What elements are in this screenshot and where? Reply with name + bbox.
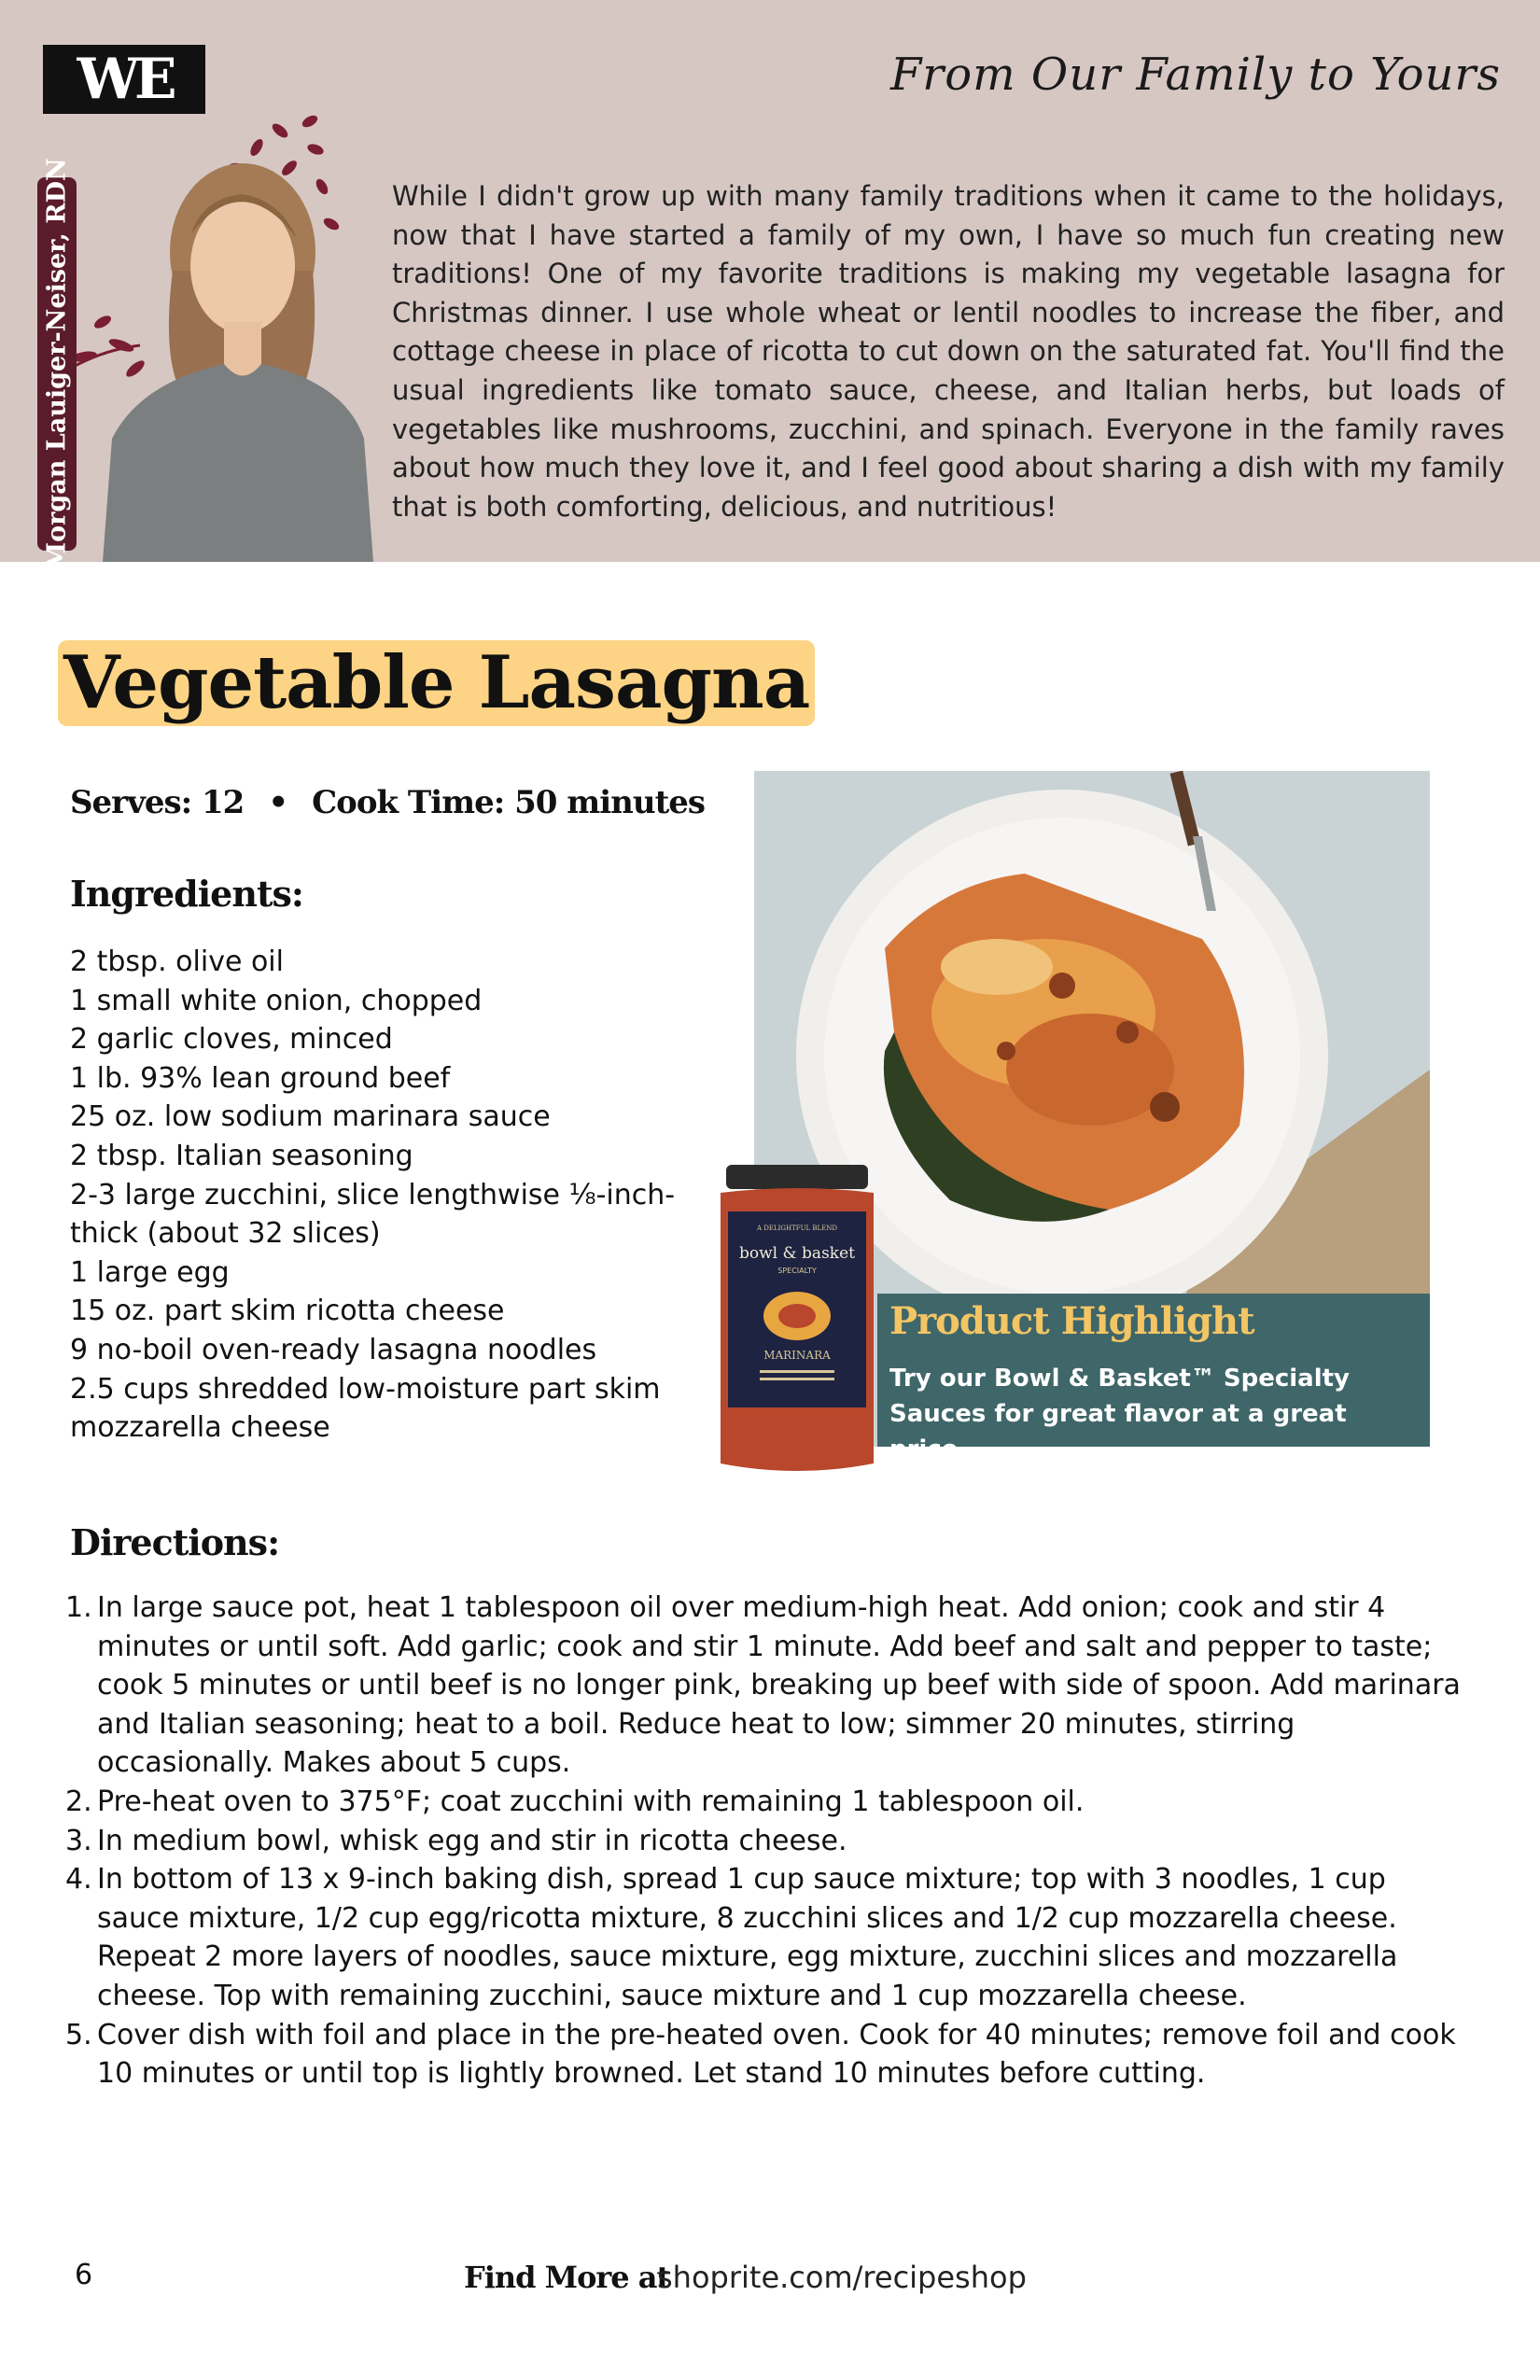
ingredient-item: 1 small white onion, chopped	[70, 984, 483, 1017]
ingredient-item: 9 no-boil oven-ready lasagna noodles	[70, 1333, 597, 1366]
author-name: Morgan Lauiger-Neiser, RDN	[42, 158, 72, 570]
bullet-icon: •	[268, 784, 288, 821]
ingredient-item: 1 lb. 93% lean ground beef	[70, 1061, 451, 1095]
marinara-jar	[713, 1165, 881, 1478]
recipe-title: Vegetable Lasagna	[63, 640, 810, 725]
ingredient-item: 1 large egg	[70, 1255, 230, 1289]
directions-list	[65, 1589, 1465, 2093]
step-number: 2.	[65, 1785, 92, 1818]
product-highlight-title: Product Highlight	[889, 1299, 1254, 1343]
svg-text:A DELIGHTFUL BLEND: A DELIGHTFUL BLEND	[756, 1225, 838, 1232]
step-text: Pre-heat oven to 375°F; coat zucchini with remaining 1 tablespoon oil.	[97, 1785, 1085, 1818]
title-highlight	[58, 640, 815, 726]
intro-paragraph: While I didn't grow up with many family traditions when it came to the holidays, now that I have started a family of my own, I have so much fun creating new traditions! One of my favorite traditions is making my vegetable lasagna for Christmas dinner. I use whole wheat or lentil noodles to increase the fiber, and cottage cheese in place of ricotta to cut down on the saturated fat. You'll find the usual ingredients like tomato sauce, cheese, and Italian herbs, but loads of vegetables like mushrooms, zucchini, and spinach. Everyone in the family raves about how much they love it, and I feel good about sharing a dish with my family that is both comforting, delicious, and nutritious!	[392, 180, 1505, 523]
ingredients-heading: Ingredients:	[70, 873, 303, 915]
ingredient-item: 2 tbsp. Italian seasoning	[70, 1139, 413, 1172]
author-portrait	[84, 112, 383, 562]
step-number: 4.	[65, 1863, 92, 1897]
ingredient-item: 25 oz. low sodium marinara sauce	[70, 1100, 551, 1134]
direction-step	[65, 1589, 1465, 1783]
ingredient-item: 15 oz. part skim ricotta cheese	[70, 1295, 505, 1328]
find-more-label: Find More at	[464, 2260, 670, 2295]
step-text: Cover dish with foil and place in the pre-heated oven. Cook for 40 minutes; remove foil and cook 10 minutes or until top is lightly browned. Let stand 10 minutes before cutting.	[97, 2018, 1456, 2091]
serves: Serves: 12	[70, 784, 245, 821]
direction-step	[65, 1822, 1465, 1861]
ingredient-item: 2 garlic cloves, minced	[70, 1023, 393, 1057]
jar-label: MARINARA	[763, 1349, 831, 1362]
product-highlight-text: Try our Bowl & Basket™ Specialty Sauces for great flavor at a great price.	[889, 1365, 1351, 1463]
we-logo: WE	[43, 45, 205, 114]
step-text: In large sauce pot, heat 1 tablespoon oil over medium-high heat. Add onion; cook and stir 4 minutes or until soft. Add garlic; cook and stir 1 minute. Add beef and salt and pepper to taste; cook 5 minutes or until beef is no longer pink, breaking up beef with side of spoon. Add marinara and Italian seasoning; heat to a boil. Reduce heat to low; simmer 20 minutes, stirring occasionally. Makes about 5 cups.	[97, 1591, 1461, 1780]
page-number: 6	[75, 2259, 93, 2291]
ingredient-item: 2-3 large zucchini, slice lengthwise ⅛-inch-thick (about 32 slices)	[70, 1178, 676, 1251]
ingredients-list	[70, 943, 705, 1448]
recipe-meta	[70, 784, 705, 821]
directions-heading: Directions:	[70, 1521, 280, 1563]
jar-line: SPECIALTY	[777, 1267, 817, 1275]
cook-time: Cook Time: 50 minutes	[312, 784, 706, 821]
ingredient-item: 2.5 cups shredded low-moisture part skim mozzarella cheese	[70, 1372, 661, 1445]
step-number: 1.	[65, 1591, 92, 1624]
ingredient-item: 2 tbsp. olive oil	[70, 945, 284, 978]
step-number: 3.	[65, 1824, 92, 1857]
tagline: From Our Family to Yours	[890, 49, 1501, 101]
step-text: In medium bowl, whisk egg and stir in ricotta cheese.	[97, 1824, 847, 1857]
step-text: In bottom of 13 x 9-inch baking dish, spread 1 cup sauce mixture; top with 3 noodles, 1 cup sauce mixture, 1/2 cup egg/ricotta mixture, 8 zucchini slices and 1/2 cup mozzarella cheese. Repeat 2 more layers of noodles, sauce mixture, egg mixture, zucchini slices and mozzarella cheese. Top with remaining zucchini, sauce mixture and 1 cup mozzarella cheese.	[97, 1863, 1398, 2012]
recipe-shop-link[interactable]: shoprite.com/recipeshop	[657, 2260, 1027, 2295]
direction-step	[65, 1860, 1465, 2015]
direction-step	[65, 2016, 1465, 2093]
step-number: 5.	[65, 2018, 92, 2051]
direction-step	[65, 1783, 1465, 1822]
jar-brand: bowl & basket	[739, 1244, 855, 1263]
